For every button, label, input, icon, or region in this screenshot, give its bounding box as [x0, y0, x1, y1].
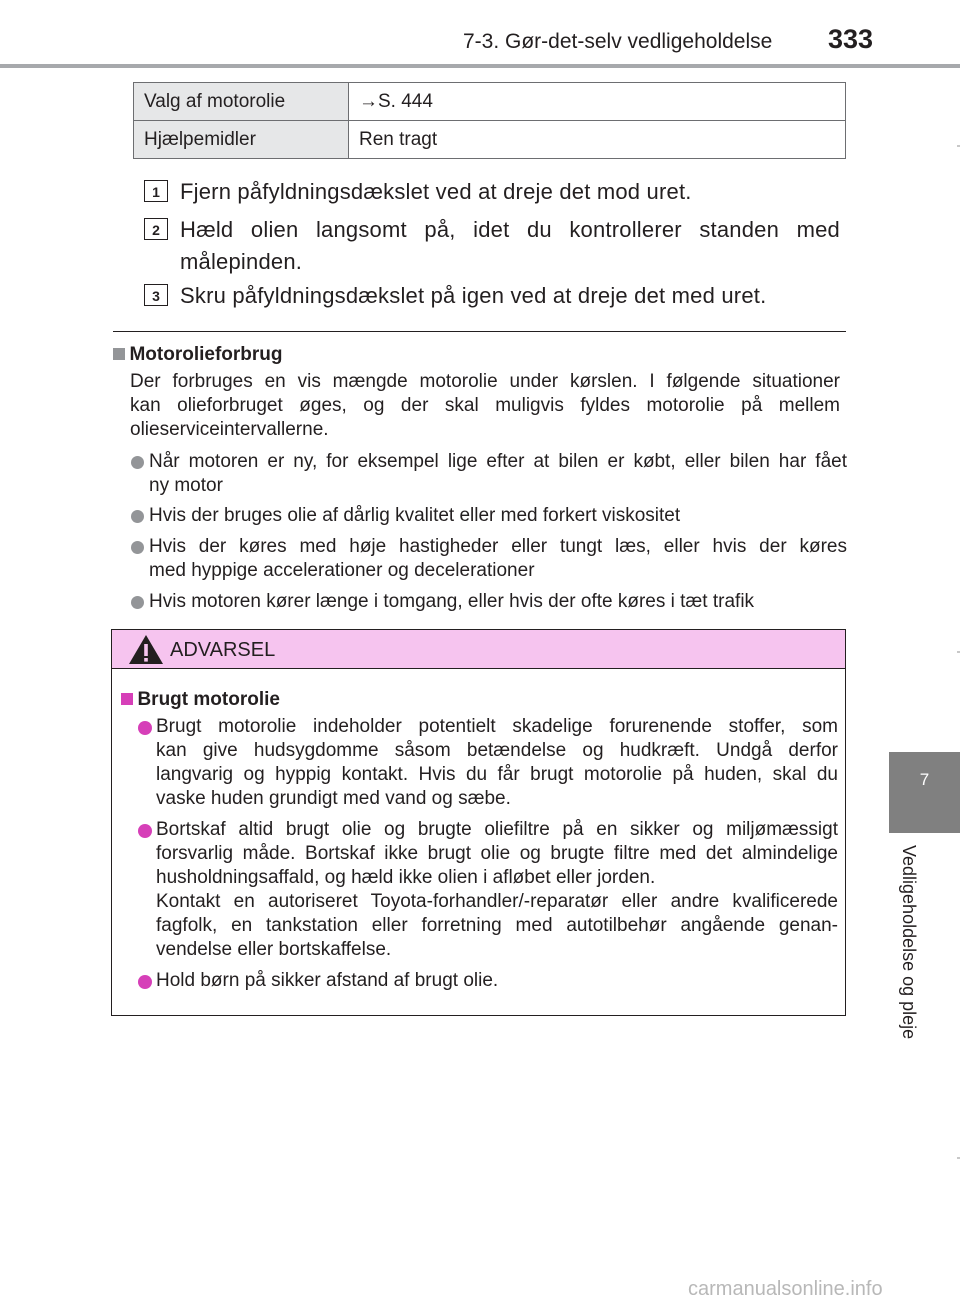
bullet-text — [149, 504, 847, 528]
bullet-dot-icon — [138, 975, 152, 989]
section-title: 7-3. Gør-det-selv vedligeholdelse — [463, 30, 773, 53]
step-number-badge: 2 — [144, 218, 168, 240]
bullet-dot-icon — [131, 510, 144, 523]
bullet-line: vaske huden grundigt med vand og sæbe. — [156, 788, 511, 809]
bullet-line: ny motor — [149, 475, 223, 496]
table-cell-value: →S. 444 — [349, 83, 846, 121]
intro-line: olieserviceintervallerne. — [130, 419, 329, 440]
warning-title: ADVARSEL — [170, 639, 276, 661]
step-text — [180, 280, 840, 312]
bullet-line: husholdningsaffald, og hæld ikke olien i afløbet eller jorden. — [156, 867, 656, 888]
section-heading — [113, 344, 282, 366]
page-number: 333 — [828, 24, 874, 54]
bullet-line: med hyppige accelerationer og decelerationer — [149, 560, 535, 581]
warning-triangle-icon — [128, 634, 164, 665]
bullet-text — [149, 450, 847, 498]
warning-subheading-text: Brugt motorolie — [137, 689, 280, 710]
bullet-line: Når motoren er ny, for eksempel lige efter at bilen er købt, eller bilen har fået — [149, 451, 847, 472]
step-text — [180, 176, 840, 208]
bullet-line: Brugt motorolie indeholder potentielt skadelige forurenende stoffer, som — [156, 716, 838, 737]
bullet-line: Hvis der bruges olie af dårlig kvalitet eller med forkert viskositet — [149, 505, 681, 526]
section-intro — [130, 370, 840, 442]
step-line: Skru påfyldningsdækslet på igen ved at dreje det med uret. — [180, 283, 767, 308]
chapter-number: 7 — [919, 770, 930, 789]
step-number-badge: 3 — [144, 284, 168, 306]
step-text — [180, 214, 840, 278]
warning-bullet-text — [156, 818, 838, 962]
bullet-line: vendelse eller bortskaffelse. — [156, 939, 392, 960]
bullet-line: Hvis motoren kører længe i tomgang, eller hvis der ofte køres i tæt trafik — [149, 591, 755, 612]
intro-line: Der forbruges en vis mængde motorolie under kørslen. I følgende situationer — [130, 371, 840, 392]
table-cell-value: Ren tragt — [349, 121, 846, 159]
step-line: Hæld olien langsomt på, idet du kontrollerer standen med — [180, 217, 840, 242]
bullet-line: Hvis der køres med høje hastigheder eller tungt læs, eller hvis der køres — [149, 536, 847, 557]
warning-subheading — [121, 689, 280, 711]
bullet-text — [149, 535, 847, 583]
section-divider — [113, 331, 846, 332]
step-number-badge: 1 — [144, 180, 168, 202]
bullet-dot-icon — [131, 456, 144, 469]
bullet-dot-icon — [138, 824, 152, 838]
bullet-line: langvarig og hyppig kontakt. Hvis du får brugt motorolie på huden, skal du — [156, 764, 838, 785]
watermark: carmanualsonline.info — [688, 1278, 883, 1300]
intro-line: kan olieforbruget øges, og der skal muligvis fyldes motorolie på mellem — [130, 395, 840, 416]
table-cell-key: Valg af motorolie — [134, 83, 349, 121]
bullet-dot-icon — [131, 541, 144, 554]
bullet-dot-icon — [131, 596, 144, 609]
bullet-line: Bortskaf altid brugt olie og brugte oliefiltre på en sikker og miljømæssigt — [156, 819, 838, 840]
step-line: målepinden. — [180, 249, 303, 274]
spec-table — [133, 82, 846, 159]
step-line: Fjern påfyldningsdækslet ved at dreje det mod uret. — [180, 179, 692, 204]
table-row — [134, 83, 846, 121]
chapter-title: Vedligeholdelse og pleje — [899, 845, 919, 1040]
bullet-line: kan give hudsygdomme såsom betændelse og hudkræft. Undgå derfor — [156, 740, 838, 761]
bullet-line: forsvarlig måde. Bortskaf ikke brugt olie og brugte filtre med det almindelige — [156, 843, 838, 864]
warning-bullet-text — [156, 715, 838, 811]
square-bullet-icon — [113, 348, 125, 360]
bullet-text — [149, 590, 847, 614]
bullet-line: Kontakt en autoriseret Toyota-forhandler/-reparatør eller andre kvalificerede — [156, 891, 838, 912]
section-heading-text: Motorolieforbrug — [129, 344, 283, 365]
table-cell-key: Hjælpemidler — [134, 121, 349, 159]
bullet-dot-icon — [138, 721, 152, 735]
bullet-line: fagfolk, en tankstation eller forretning med autotilbehør angående genan- — [156, 915, 838, 936]
header-rule — [0, 64, 960, 68]
bullet-line: Hold børn på sikker afstand af brugt olie. — [156, 970, 499, 991]
chapter-tab — [889, 752, 960, 833]
warning-bullet-text — [156, 969, 838, 993]
table-row — [134, 121, 846, 159]
square-bullet-icon — [121, 693, 133, 705]
